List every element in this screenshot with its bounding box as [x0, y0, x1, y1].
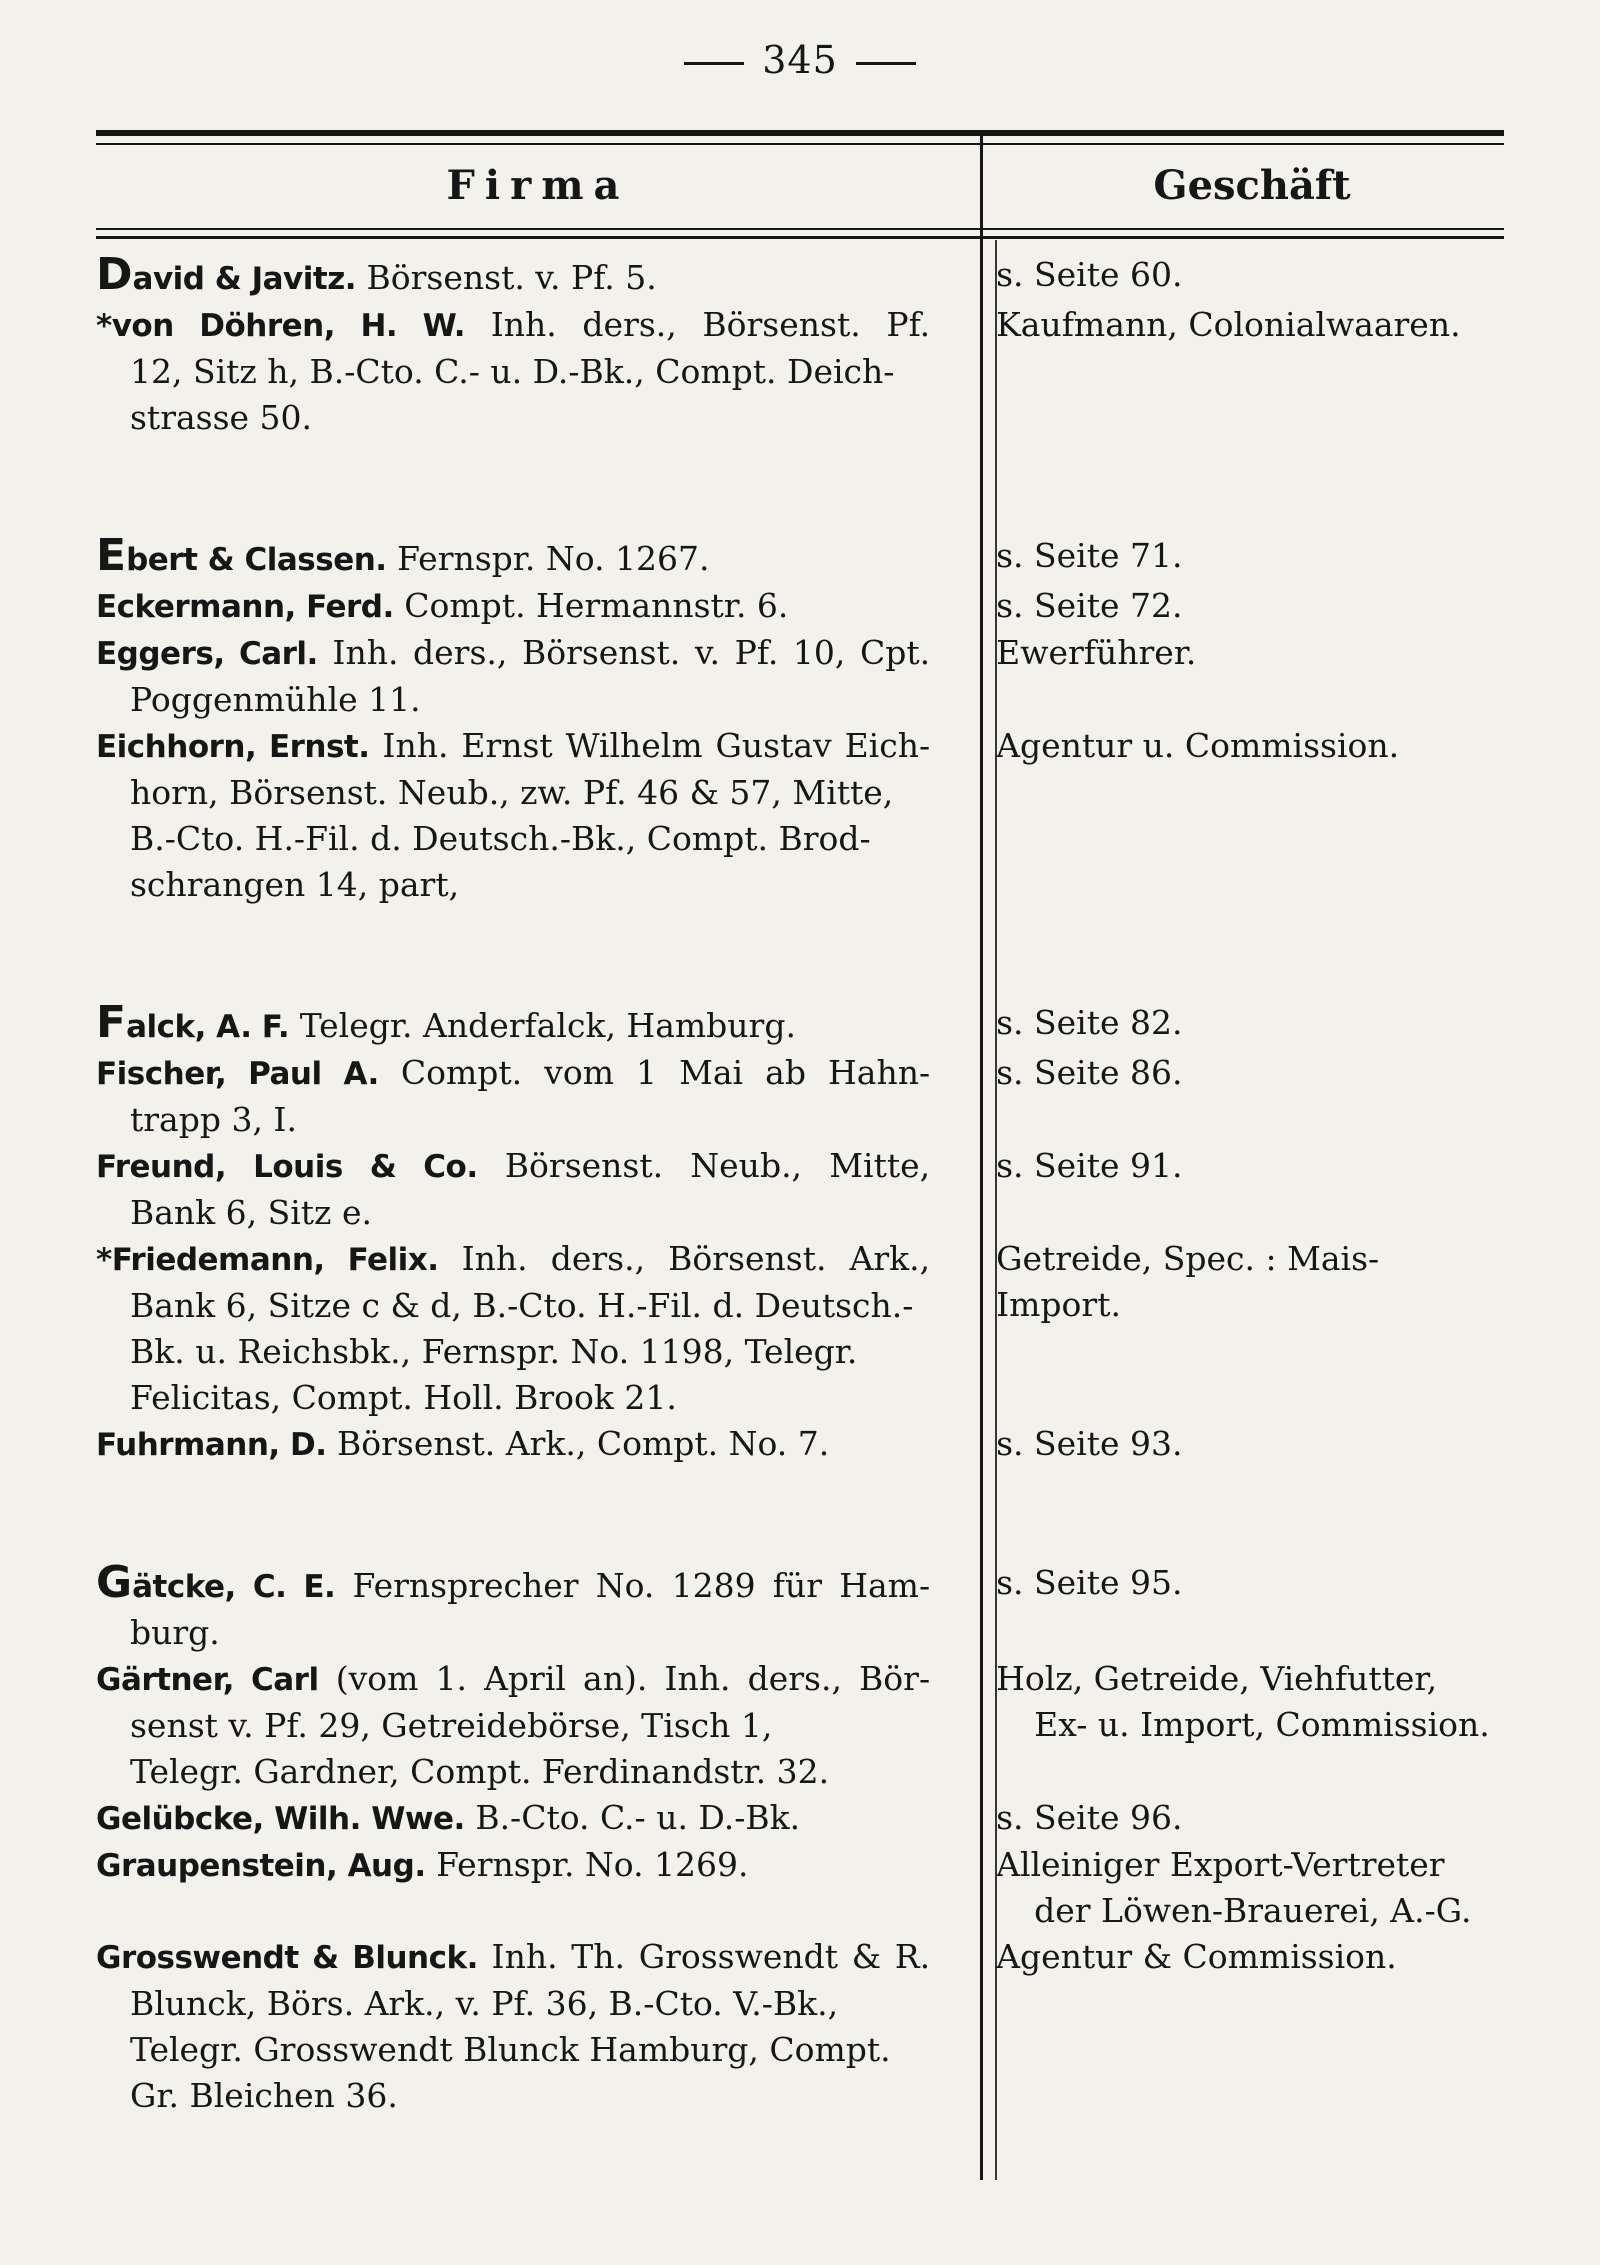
entry-firm-text — [96, 1656, 930, 1795]
entry-continuation-line: Felicitas, Compt. Holl. Brook 21. — [130, 1378, 677, 1417]
directory-entry — [96, 583, 1504, 630]
entry-first-line: *von Döhren, H. W. Inh. ders., Börsenst. Pf. — [96, 305, 931, 344]
entry-business — [984, 1795, 1504, 1842]
entry-name: Fischer, Paul A. — [96, 1056, 379, 1092]
page-number-dash-right — [856, 62, 916, 65]
entry-continuation-line: Bk. u. Reichsbk., Fernspr. No. 1198, Telegr. — [130, 1332, 858, 1371]
entry-business-line: Getreide, Spec. : Mais-Import. — [996, 1239, 1380, 1324]
entry-business — [984, 533, 1504, 583]
group-separator — [96, 1468, 1504, 1560]
entry-continuation-line: Poggenmühle 11. — [130, 680, 421, 719]
top-rule-thin — [96, 143, 1504, 145]
entry-business-line: s. Seite 86. — [996, 1053, 1183, 1092]
directory-entry — [96, 630, 1504, 723]
top-rule-thick — [96, 130, 1504, 136]
entry-business-line: s. Seite 91. — [996, 1146, 1183, 1185]
entry-business — [984, 723, 1504, 908]
entry-continuation-line: horn, Börsenst. Neub., zw. Pf. 46 & 57, Mitte, — [130, 773, 894, 812]
entry-continuation-line: Telegr. Gardner, Compt. Ferdinandstr. 32. — [130, 1752, 830, 1791]
entry-business-line: der Löwen-Brauerei, A.-G. — [1034, 1891, 1472, 1930]
entry-first-line: Freund, Louis & Co. Börsenst. Neub., Mitte, — [96, 1146, 931, 1185]
entry-business — [984, 1656, 1504, 1795]
entry-continuation-line: Gr. Bleichen 36. — [130, 2076, 398, 2115]
directory-entry — [96, 1656, 1504, 1795]
directory-entry — [96, 723, 1504, 908]
entry-first-line: Eggers, Carl. Inh. ders., Börsenst. v. Pf. 10, Cpt. — [96, 633, 931, 672]
entry-firm-text — [96, 997, 930, 1050]
entry-business — [984, 1000, 1504, 1050]
entry-name: Freund, Louis & Co. — [96, 1149, 478, 1185]
entry-business-line: Agentur & Commission. — [996, 1937, 1397, 1976]
group-initial-letter: E — [96, 530, 127, 581]
entry-first-line: Gärtner, Carl (vom 1. April an). Inh. ders., Bör- — [96, 1659, 931, 1698]
directory-entry — [96, 1934, 1504, 2119]
entry-firm-text — [96, 1143, 930, 1236]
directory-entry — [96, 997, 1504, 1050]
group-initial-letter: F — [96, 997, 127, 1048]
directory-entry — [96, 1050, 1504, 1143]
entry-business — [984, 302, 1504, 441]
entry-firm-text — [96, 1421, 930, 1468]
entry-business-line: s. Seite 82. — [996, 1003, 1183, 1042]
entry-business-line: s. Seite 93. — [996, 1424, 1183, 1463]
entry-name: avid & Javitz. — [132, 261, 357, 297]
entry-firm-text — [96, 1842, 930, 1934]
group-initial-letter: G — [96, 1557, 133, 1608]
entry-name: Fuhrmann, D. — [96, 1427, 327, 1463]
entry-firm-text — [96, 530, 930, 583]
header-rule-thick — [96, 236, 1504, 239]
entry-first-line: Eichhorn, Ernst. Inh. Ernst Wilhelm Gustav Eich- — [96, 726, 931, 765]
page-number-dash-left — [684, 62, 744, 65]
entry-business-line: Kaufmann, Colonialwaaren. — [996, 305, 1461, 344]
entry-name: bert & Classen. — [126, 542, 387, 578]
entry-business — [984, 1842, 1504, 1934]
entry-firm-text — [96, 723, 930, 908]
column-header-geschaeft: Geschäft — [1153, 162, 1351, 209]
directory-entry — [96, 530, 1504, 583]
entry-continuation-line: Bank 6, Sitz e. — [130, 1193, 372, 1232]
entry-first-line: Grosswendt & Blunck. Inh. Th. Grosswendt & R. — [96, 1937, 931, 1976]
entry-continuation-line: senst v. Pf. 29, Getreidebörse, Tisch 1, — [130, 1706, 773, 1745]
entry-business-line: s. Seite 72. — [996, 586, 1183, 625]
entry-continuation-line: strasse 50. — [130, 398, 313, 437]
directory-entry — [96, 1421, 1504, 1468]
directory-entry — [96, 1143, 1504, 1236]
entry-firm-text — [96, 1236, 930, 1421]
entry-continuation-line: Telegr. Grosswendt Blunck Hamburg, Compt. — [130, 2030, 891, 2069]
entry-name: Gelübcke, Wilh. Wwe. — [96, 1801, 465, 1837]
entry-continuation-line: Bank 6, Sitze c & d, B.-Cto. H.-Fil. d. Deutsch.- — [130, 1286, 914, 1325]
entry-continuation-line: B.-Cto. H.-Fil. d. Deutsch.-Bk., Compt. Brod- — [130, 819, 871, 858]
directory-entry — [96, 302, 1504, 441]
entry-name: ätcke, C. E. — [132, 1569, 336, 1605]
entry-business — [984, 1143, 1504, 1236]
entry-business — [984, 1421, 1504, 1468]
entry-first-line: Gätcke, C. E. Fernsprecher No. 1289 für Ham- — [96, 1557, 931, 1608]
entry-name: Eichhorn, Ernst. — [96, 729, 370, 765]
entry-firm-text — [96, 583, 930, 630]
entry-business-line: s. Seite 60. — [996, 255, 1183, 294]
directory-entries — [96, 249, 1504, 2119]
entry-first-line: David & Javitz. Börsenst. v. Pf. 5. — [96, 249, 657, 300]
entry-firm-text — [96, 1050, 930, 1143]
column-header-firma: Firma — [446, 162, 630, 209]
entry-business — [984, 630, 1504, 723]
entry-firm-text — [96, 302, 930, 441]
directory-entry — [96, 1236, 1504, 1421]
entry-business — [984, 1236, 1504, 1421]
entry-firm-text — [96, 1557, 931, 1656]
page-number — [0, 38, 1600, 82]
directory-entry — [96, 1557, 1504, 1656]
entry-business-line: s. Seite 71. — [996, 536, 1183, 575]
entry-business-line: Ex- u. Import, Commission. — [1034, 1705, 1490, 1744]
entry-continuation-line: trapp 3, I. — [130, 1100, 297, 1139]
entry-firm-text — [96, 1934, 930, 2119]
entry-business-line: s. Seite 96. — [996, 1798, 1183, 1837]
entry-name: Eckermann, Ferd. — [96, 589, 394, 625]
group-separator — [96, 908, 1504, 1000]
header-rule-thin — [96, 228, 1504, 230]
entry-business-line: s. Seite 95. — [996, 1563, 1183, 1602]
entry-continuation-line: 12, Sitz h, B.-Cto. C.- u. D.-Bk., Compt. Deich- — [130, 352, 895, 391]
entry-name: Grosswendt & Blunck. — [96, 1940, 478, 1976]
entry-first-line: Eckermann, Ferd. Compt. Hermannstr. 6. — [96, 586, 789, 625]
entry-continuation-line: burg. — [130, 1613, 220, 1652]
entry-firm-text — [96, 249, 930, 302]
entry-first-line: Falck, A. F. Telegr. Anderfalck, Hamburg. — [96, 997, 796, 1048]
entry-business-line: Holz, Getreide, Viehfutter, — [996, 1659, 1438, 1698]
entry-business — [984, 252, 1504, 302]
entry-name: *Friedemann, Felix. — [96, 1242, 439, 1278]
group-initial-letter: D — [96, 249, 133, 300]
entry-name: Graupenstein, Aug. — [96, 1848, 426, 1884]
entry-first-line: Gelübcke, Wilh. Wwe. B.-Cto. C.- u. D.-Bk. — [96, 1798, 801, 1837]
entry-continuation-line: Blunck, Börs. Ark., v. Pf. 36, B.-Cto. V.-Bk., — [130, 1984, 839, 2023]
entry-continuation-line: schrangen 14, part, — [130, 865, 460, 904]
entry-business-line: Alleiniger Export-Vertreter — [996, 1845, 1445, 1884]
entry-first-line: Graupenstein, Aug. Fernspr. No. 1269. — [96, 1845, 749, 1884]
directory-entry — [96, 1842, 1504, 1934]
entry-name: Gärtner, Carl — [96, 1662, 319, 1698]
entry-business — [984, 1560, 1504, 1656]
entry-first-line: Ebert & Classen. Fernspr. No. 1267. — [96, 530, 710, 581]
entry-business — [984, 1934, 1504, 2119]
entry-first-line: Fuhrmann, D. Börsenst. Ark., Compt. No. 7. — [96, 1424, 830, 1463]
entry-business — [984, 1050, 1504, 1143]
entry-business — [984, 583, 1504, 630]
entry-business-line: Agentur u. Commission. — [996, 726, 1400, 765]
entry-firm-text — [96, 630, 930, 723]
page-number-value: 345 — [762, 38, 838, 82]
directory-entry — [96, 1795, 1504, 1842]
entry-name: Eggers, Carl. — [96, 636, 318, 672]
entry-name: alck, A. F. — [126, 1009, 290, 1045]
directory-entry — [96, 249, 1504, 302]
entry-name: *von Döhren, H. W. — [96, 308, 466, 344]
group-separator — [96, 441, 1504, 533]
entry-business-line: Ewerführer. — [996, 633, 1197, 672]
entry-first-line: *Friedemann, Felix. Inh. ders., Börsenst. Ark., — [96, 1239, 931, 1278]
entry-first-line: Fischer, Paul A. Compt. vom 1 Mai ab Hahn- — [96, 1053, 931, 1092]
entry-firm-text — [96, 1795, 930, 1842]
